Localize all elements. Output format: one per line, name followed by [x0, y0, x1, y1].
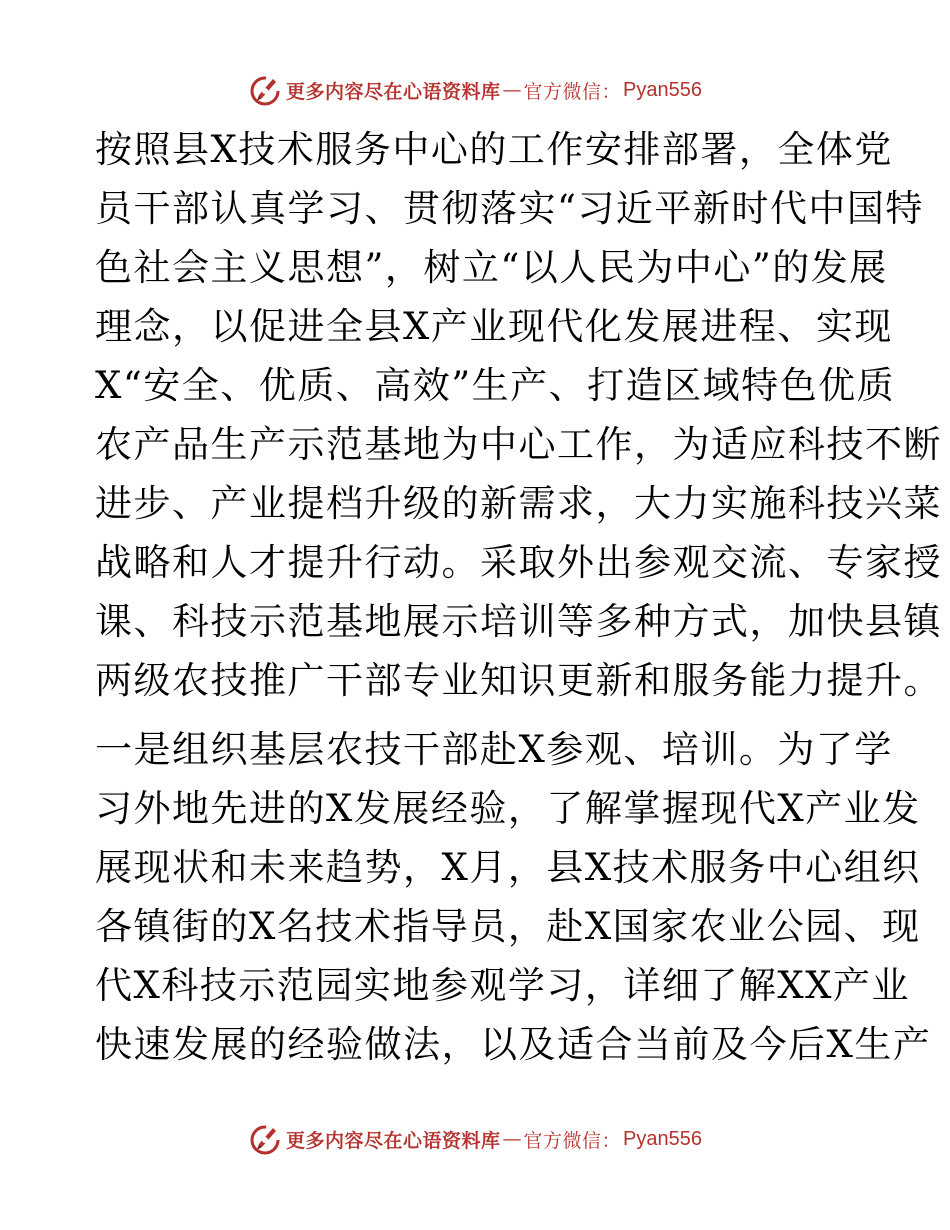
text-line: 理念，以促进全县X产业现代化发展进程、实现: [95, 305, 893, 348]
text-line: 代X科技示范园实地参观学习，详细了解XX产业: [95, 964, 911, 1007]
text-line: 进步、产业提档升级的新需求，大力实施科技兴菜: [95, 482, 942, 525]
banner-wechat-label: 官方微信：: [523, 80, 622, 103]
text-line: 一是组织基层农技干部赴X参观、培训。为了学: [95, 728, 893, 771]
document-body: [95, 120, 942, 1074]
text-line: 战略和人才提升行动。采取外出参观交流、专家授: [95, 541, 942, 584]
text-line: 展现状和未来趋势，X月，县X技术服务中心组织: [95, 846, 921, 889]
text-line: X“安全、优质、高效”生产、打造区域特色优质: [95, 364, 896, 407]
footer-banner: [0, 1117, 950, 1161]
brush-pen-logo-icon: [248, 1122, 284, 1156]
text-line: 快速发展的经验做法，以及适合当前及今后X生产: [95, 1023, 932, 1066]
paragraph-spacer: [95, 710, 855, 720]
banner-wechat-label: 官方微信：: [523, 1129, 622, 1152]
banner-wechat-id: Pyan556: [623, 1127, 702, 1150]
banner-separator: —: [502, 79, 522, 101]
brush-pen-logo-icon: [248, 73, 284, 107]
banner-separator: —: [502, 1128, 522, 1150]
banner-wechat-id: Pyan556: [623, 78, 702, 101]
paragraph-1: [95, 120, 942, 710]
banner-title: 更多内容尽在心语资料库: [286, 80, 501, 103]
banner-title: 更多内容尽在心语资料库: [286, 1129, 501, 1152]
header-banner: [0, 68, 950, 112]
text-line: 各镇街的X名技术指导员，赴X国家农业公园、现: [95, 905, 921, 948]
text-line: 课、科技示范基地展示培训等多种方式，加快县镇: [95, 600, 942, 643]
text-line: 色社会主义思想”，树立“以人民为中心”的发展: [95, 246, 888, 289]
paragraph-2: [95, 720, 932, 1074]
text-line: 习外地先进的X发展经验，了解掌握现代X产业发: [95, 787, 921, 830]
text-line: 两级农技推广干部专业知识更新和服务能力提升。: [95, 659, 942, 702]
text-line: 按照县X技术服务中心的工作安排部署，全体党: [95, 128, 893, 171]
text-line: 员干部认真学习、贯彻落实“习近平新时代中国特: [95, 187, 924, 230]
text-line: 农产品生产示范基地为中心工作，为适应科技不断: [95, 423, 942, 466]
